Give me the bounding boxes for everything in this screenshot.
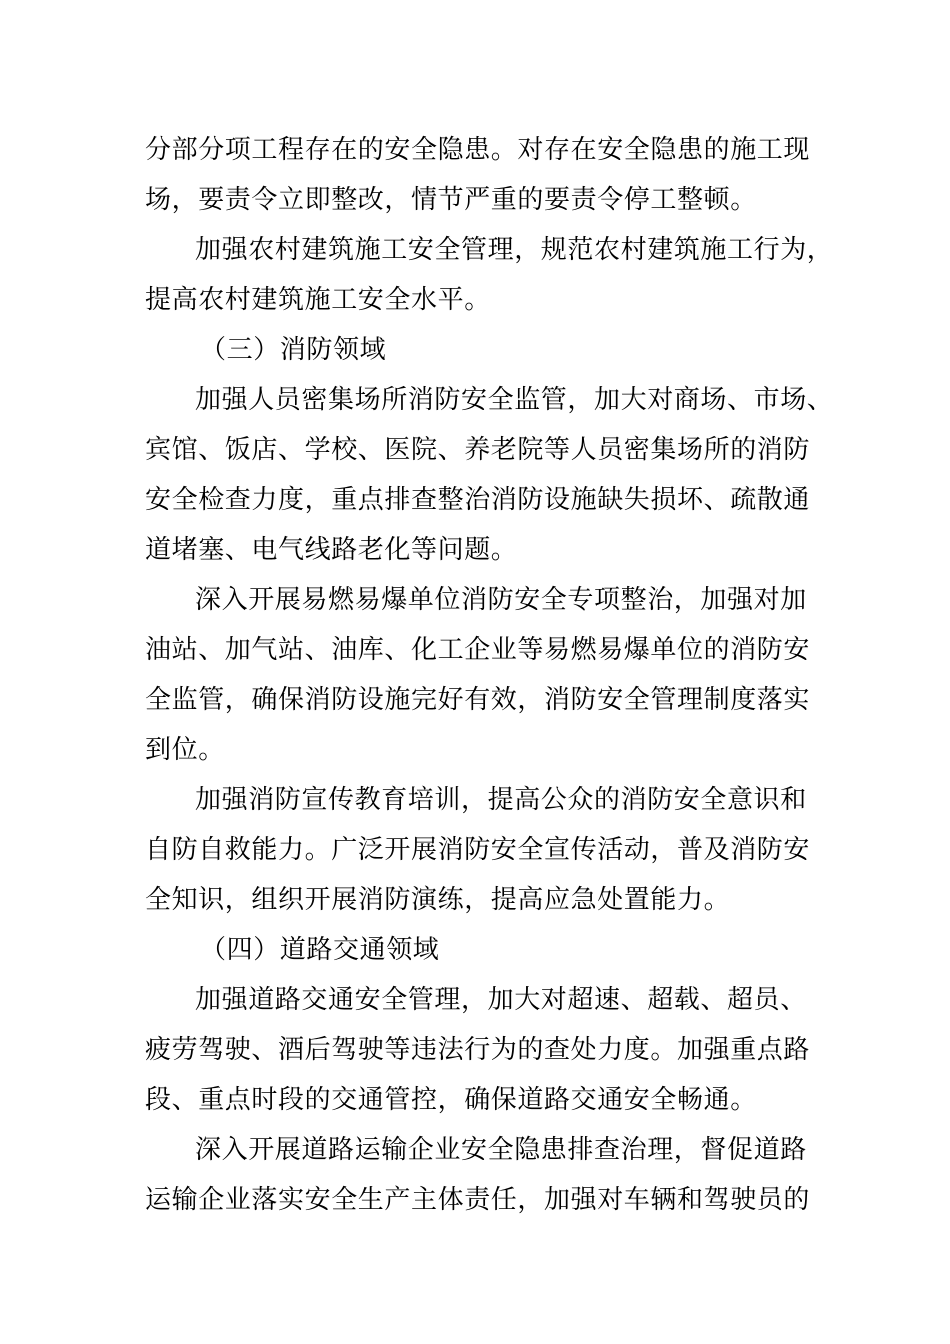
paragraph-start: 加强人员密集场所消防安全监管，加大对商场、市场、 — [195, 385, 834, 415]
text-line: 安全检查力度，重点排查整治消防设施缺失损坏、疏散通 — [145, 485, 811, 515]
paragraph-start: 加强消防宣传教育培训，提高公众的消防安全意识和 — [195, 785, 807, 815]
text-line: 全监管，确保消防设施完好有效，消防安全管理制度落实 — [145, 685, 811, 715]
text-line: 全知识，组织开展消防演练，提高应急处置能力。 — [145, 885, 731, 915]
text-line: 运输企业落实安全生产主体责任，加强对车辆和驾驶员的 — [145, 1185, 811, 1215]
paragraph-start: 深入开展易燃易爆单位消防安全专项整治，加强对加 — [195, 585, 807, 615]
text-line: 油站、加气站、油库、化工企业等易燃易爆单位的消防安 — [145, 635, 811, 665]
section-heading-fire: （三）消防领域 — [200, 335, 387, 365]
paragraph-start: 加强农村建筑施工安全管理，规范农村建筑施工行为， — [195, 235, 834, 265]
text-line: 道堵塞、电气线路老化等问题。 — [145, 535, 518, 565]
text-line: 段、重点时段的交通管控，确保道路交通安全畅通。 — [145, 1085, 757, 1115]
text-line: 疲劳驾驶、酒后驾驶等违法行为的查处力度。加强重点路 — [145, 1035, 811, 1065]
text-line: 分部分项工程存在的安全隐患。对存在安全隐患的施工现 — [145, 135, 811, 165]
paragraph-start: 加强道路交通安全管理，加大对超速、超载、超员、 — [195, 985, 807, 1015]
text-line: 提高农村建筑施工安全水平。 — [145, 285, 491, 315]
section-heading-road-traffic: （四）道路交通领域 — [200, 935, 440, 965]
text-line: 场，要责令立即整改，情节严重的要责令停工整顿。 — [145, 185, 757, 215]
paragraph-start: 深入开展道路运输企业安全隐患排查治理，督促道路 — [195, 1135, 807, 1165]
text-line: 宾馆、饭店、学校、医院、养老院等人员密集场所的消防 — [145, 435, 811, 465]
text-line: 自防自救能力。广泛开展消防安全宣传活动，普及消防安 — [145, 835, 811, 865]
text-line: 到位。 — [145, 735, 225, 765]
